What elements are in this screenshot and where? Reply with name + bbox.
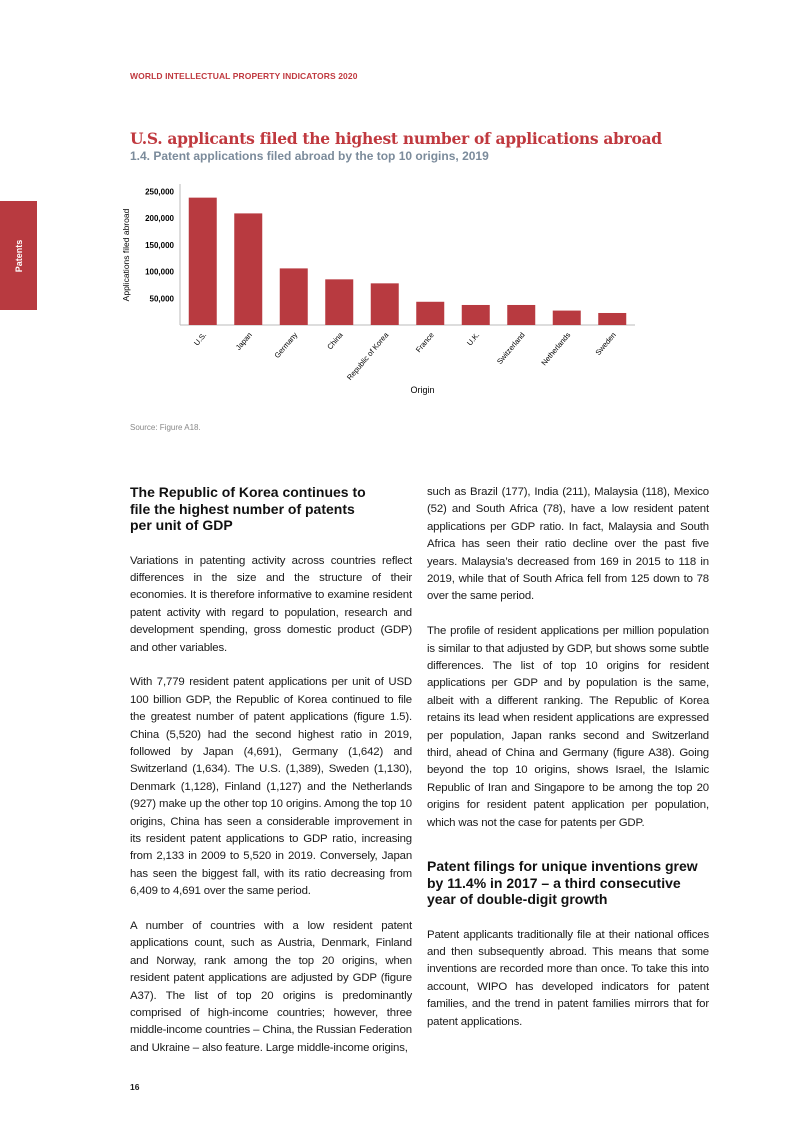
bar-republic-of-korea	[371, 283, 399, 325]
paragraph: With 7,779 resident patent applications per unit of USD 100 billion GDP, the Republic of Korea continued to file the greatest number of patent applications (figure 1.5). China (5,520) had the second highest ratio in 2019, followed by Japan (4,691), Germany (1,642) and Switzerland (1,634). The U.S. (1,389), Sweden (1,130), Denmark (1,128), Finland (1,127) and the Netherlands (927) make up the other top 10 origins. Among the top 10 origins, China has seen a considerable improvement in its resident patent applications to GDP ratio, increasing from 2,133 in 2009 to 5,520 in 2019. Conversely, Japan has seen the biggest fall, with its ratio decreasing from 6,409 to 4,691 over the same period.	[130, 676, 412, 898]
x-tick-label: Germany	[272, 330, 300, 360]
x-tick-label: U.S.	[192, 330, 209, 348]
bar-france	[416, 302, 444, 325]
page-number: 16	[130, 1082, 140, 1092]
x-tick-label: Republic of Korea	[345, 330, 391, 382]
bar-china	[325, 279, 353, 325]
paragraph: Patent applicants traditionally file at their national offices and then subsequently abroad. This means that some inventions are recorded more than once. To take this into account, WIPO has developed indicators for patent families, and the trend in patent families mirrors that for patent applications.	[427, 928, 709, 1028]
x-tick-label: Netherlands	[539, 330, 573, 368]
x-axis-label: Origin	[410, 385, 435, 395]
paragraph: such as Brazil (177), India (211), Malaysia (118), Mexico (52) and South Africa (78), have a low resident patent applications per GDP ratio. In fact, Malaysia and South Africa has seen their ratio decline over the past five years. Malaysia’s decreased from 169 in 2015 to 118 in 2019, while that of South Africa fell from 125 down to 78 over the same period.	[427, 486, 709, 603]
left-column	[130, 484, 412, 1075]
y-tick-label: 50,000	[149, 294, 174, 304]
y-tick-label: 250,000	[145, 187, 174, 197]
section-tab	[0, 201, 37, 310]
running-header: WORLD INTELLECTUAL PROPERTY INDICATORS 2020	[130, 71, 358, 81]
paragraph: Variations in patenting activity across countries reflect differences in the size and the structure of their economies. It is therefore informative to examine resident patent activity with regard to population, research and development spending, gross domestic product (GDP) and other variables.	[130, 554, 412, 654]
paragraph: A number of countries with a low resident patent applications count, such as Austria, Denmark, Finland and Norway, rank among the top 20 origins, when resident patent applications are adjusted by GDP (figure A37). The list of top 20 origins is predominantly comprised of high-income countries; however, three middle-income countries – China, the Russian Federation and Ukraine – also feature. Large middle-income origins,	[130, 920, 412, 1054]
bar-netherlands	[553, 311, 581, 325]
bar-germany	[280, 268, 308, 325]
x-tick-label: China	[325, 330, 345, 352]
x-tick-label: Sweden	[593, 330, 618, 358]
bar-u-k-	[462, 305, 490, 325]
paragraph: The profile of resident applications per million population is similar to that adjusted by GDP, but shows some subtle differences. The list of top 10 origins for resident applications per GDP and by population is the same, albeit with a different ranking. The Republic of Korea retains its lead when resident applications are expressed per population, Japan ranks second and Switzerland third, ahead of China and Germany (figure A38). Going beyond the top 10 origins, shows Israel, the Islamic Republic of Iran and Singapore to be among the top 20 origins for resident patent application per population, which was not the case for patents per GDP.	[427, 625, 709, 829]
chart-source: Source: Figure A18.	[130, 423, 201, 432]
y-axis-label: Applications filed abroad	[121, 208, 131, 302]
y-tick-label: 100,000	[145, 267, 174, 277]
bar-japan	[234, 213, 262, 325]
x-tick-label: U.K.	[465, 330, 482, 348]
section-tab-label: Patents	[13, 239, 24, 272]
chart-subtitle: 1.4. Patent applications filed abroad by the top 10 origins, 2019	[130, 149, 489, 163]
bar-u-s-	[189, 198, 217, 325]
x-tick-label: France	[413, 330, 436, 355]
section-heading: Patent filings for unique inventions grew by 11.4% in 2017 – a third consecutive year of double-digit growth	[427, 858, 698, 908]
x-tick-label: Japan	[233, 330, 254, 352]
section-heading: The Republic of Korea continues to file the highest number of patents per unit of GDP	[130, 484, 366, 533]
x-tick-label: Switzerland	[494, 330, 527, 366]
bar-switzerland	[507, 305, 535, 325]
right-column	[427, 484, 709, 1048]
y-tick-label: 200,000	[145, 214, 174, 224]
y-tick-label: 150,000	[145, 240, 174, 250]
bar-chart	[120, 180, 650, 400]
chart-title: U.S. applicants filed the highest number of applications abroad	[130, 129, 662, 148]
bar-sweden	[598, 313, 626, 325]
